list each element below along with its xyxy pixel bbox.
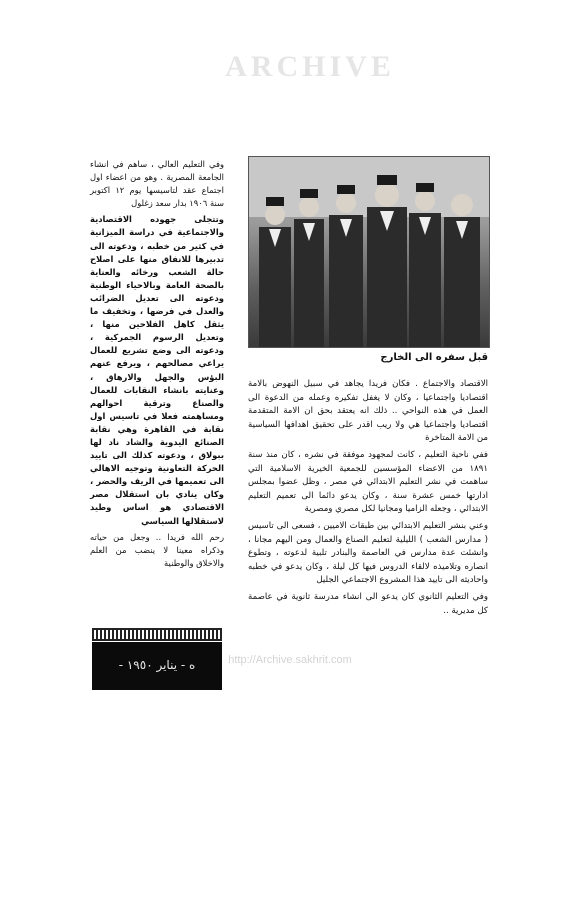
group-photo [248,156,490,348]
watermark-url: http://Archive.sakhrit.com [228,654,352,666]
paragraph: الاقتصاد والاجتماع . فكان فريدا يجاهد في سبيل النهوض بالامة اقتصاديا واجتماعيا ، وكان لا يغفل تفكيره وعمله من الدعوة الى العمل في هذه النواحي .. ذلك انه يعتقد بحق ان الامة المتقدمة اقتصاديا واجتماعيا هي ولا ريب اقدر على تحقيق اهدافها السياسية من الامة المتاخرة [248,379,488,444]
paragraph: وفي التعليم العالي ، ساهم في انشاء الجامعة المصرية . وهو من اعضاء اول اجتماع عقد لتاسيسها يوم ١٢ اكتوبر سنة ١٩٠٦ بدار سعد زغلول [90,159,224,209]
paragraph: رحم الله فريدا .. وجعل من حياته وذكراه معينا لا ينضب من العلم والاخلاق والوطنية [90,531,224,568]
paragraph: وعني بنشر التعليم الابتدائي بين طبقات الاميين ، فسعى الى تاسيس ( مدارس الشعب ) الليلية لتعليم الصناع والعمال ومن اليهم مجانا ، وانشئت عدة مدارس في العاصمة والبنادر تلبية لدعوته ، وتطوع انصاره وتلاميذه لالقاء الدروس فيها كل ليلة ، وكان يدعو في خطبه واحاديثه الى تاييد هذا المشروع الاجتماعي الجليل [248,520,488,586]
right-column-article [248,378,488,621]
watermark: ARCHIVE [225,50,395,83]
paragraph: وتتجلى جهوده الاقتصادية والاجتماعية في دراسة الميزانية في كثير من خطبه ، ودعوته الى تدبيرها للانفاق منها على اصلاح حالة الشعب ورخائه والعناية بالصحة العامة وبالاحياء الوطنية ودعوته الى تعديل الضرائب والعدل في فرضها ، وتخفيف ما يثقل كاهل الفلاحين منها ، وتعديل الرسوم الجمركية ، ودعوته الى وضع تشريع للعمال يراعي مصالحهم ، ويرفع عنهم البؤس والجهل والارهاق ، وعنايته بانشاء النقابات للعمال والصناع وترقية احوالهم ومساهمته فعلا في تاسيس اول نقابة في القاهرة وهي نقابة الصنائع اليدوية والشاد ناد لها ببولاق ، ودعوته كذلك الى تاييد الحركة التعاونية وتوجيه الاهالي الى تعميمها في الريف والحضر ، وكان ينادي بان استقلال مصر الاقتصادي هو اساس وطيد لاستقلالها السياسي [90,214,224,526]
paragraph: ففي ناحية التعليم ، كانت لمجهود موفقة في نشره ، كان منذ سنة ١٨٩١ من الاعضاء المؤسسين للجمعية الخيرية الاسلامية التي ساهمت في نشر التعليم الابتدائي في مصر ، وظل عضوا بمجلس ادارتها خمس عشرة سنة ، وكان يدعو دائما الى تعميم التعليم الابتدائي ، وجعله الزاميا ومجانيا لكل مصري ومصرية [248,449,488,515]
ornamental-border [92,628,222,641]
issue-date-box: ه - يناير ١٩٥٠ - [92,642,222,690]
left-column-article [90,158,224,573]
photo-caption: قبل سفره الى الخارج [380,352,488,363]
paragraph: وفي التعليم الثانوي كان يدعو الى انشاء مدرسة ثانوية في عاصمة كل مديرية .. [248,591,488,616]
